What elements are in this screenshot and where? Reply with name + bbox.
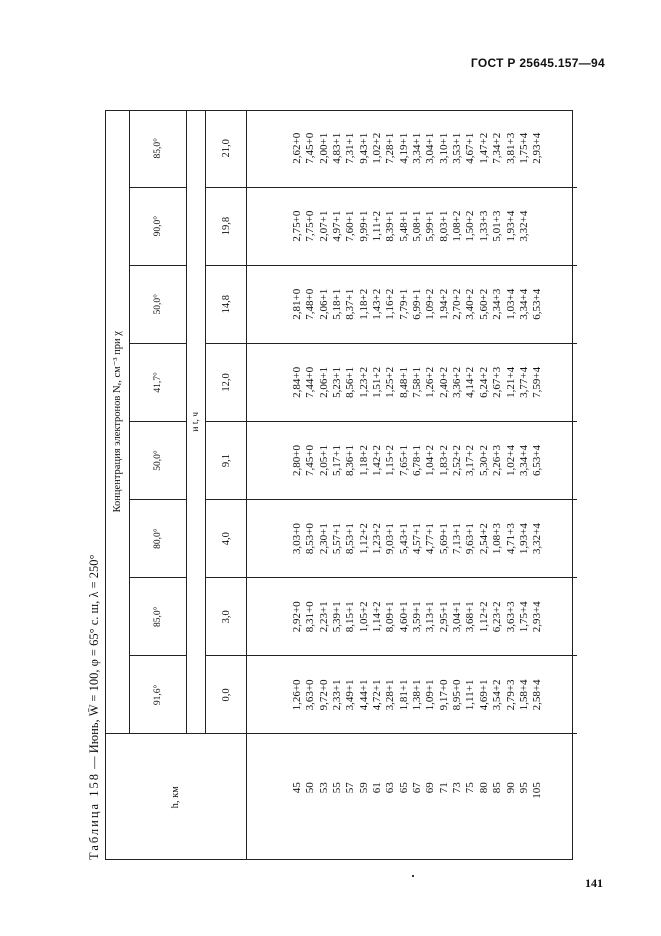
concentration-value: 2,30+1 — [317, 523, 330, 555]
concentration-value: 1,11+1 — [464, 679, 477, 711]
concentration-value: 3,77+4 — [517, 366, 530, 398]
height-value: 65 — [397, 782, 410, 794]
concentration-value: 4,72+1 — [371, 679, 384, 711]
chi-value: 80,0° — [130, 500, 187, 578]
concentration-value: 1,04+2 — [424, 445, 437, 476]
concentration-value: 2,00+1 — [317, 132, 330, 164]
concentration-value: 3,68+1 — [464, 601, 477, 633]
height-value: 63 — [384, 782, 397, 794]
concentration-value: 1,11+2 — [371, 210, 384, 242]
concentration-value: 6,24+2 — [477, 366, 490, 398]
concentration-value: 2,93+4 — [531, 132, 544, 164]
height-value: 61 — [371, 782, 384, 794]
chi-value: 85,0° — [130, 578, 187, 656]
concentration-value: 1,08+2 — [451, 210, 464, 242]
concentration-value: 2,54+2 — [477, 523, 490, 555]
concentration-value: 1,26+2 — [424, 366, 437, 398]
height-value: 45 — [291, 782, 303, 794]
concentration-column — [247, 421, 578, 499]
concentration-value: 6,53+4 — [531, 288, 544, 320]
time-value: 0,0 — [206, 656, 247, 734]
concentration-value: 1,26+0 — [291, 679, 303, 711]
concentration-value: 2,70+2 — [451, 288, 464, 320]
concentration-value: 5,60+2 — [477, 288, 490, 320]
concentration-value: 5,30+2 — [477, 445, 490, 476]
concentration-value: 8,09+1 — [384, 601, 397, 633]
concentration-value: 2,06+1 — [317, 288, 330, 320]
time-value: 12,0 — [206, 343, 247, 421]
concentration-value: 3,03+0 — [291, 523, 303, 555]
caption-prefix: Таблица 158 — [87, 772, 101, 860]
concentration-value: 1,12+2 — [357, 523, 370, 555]
page-number: 141 — [585, 876, 603, 890]
chi-value: 41,7° — [130, 343, 187, 421]
concentration-value: 2,67+3 — [491, 366, 504, 398]
concentration-value: 3,34+4 — [517, 288, 530, 320]
concentration-value: 1,93+4 — [504, 210, 517, 242]
concentration-value: 2,52+2 — [451, 445, 464, 476]
concentration-value: 2,06+1 — [317, 366, 330, 398]
concentration-value: 4,71+3 — [504, 523, 517, 555]
concentration-column — [247, 110, 578, 187]
concentration-value: 1,15+2 — [384, 445, 397, 476]
concentration-value: 1,09+1 — [424, 679, 437, 711]
concentration-value: 8,48+1 — [397, 366, 410, 398]
data-table — [105, 110, 577, 860]
concentration-value: 1,25+2 — [384, 366, 397, 398]
concentration-value: 2,58+4 — [531, 679, 544, 711]
concentration-value: 2,80+0 — [291, 445, 303, 476]
concentration-value: 1,38+1 — [411, 679, 424, 711]
concentration-value: 3,59+1 — [411, 601, 424, 633]
concentration-value: 5,18+1 — [331, 288, 344, 320]
stray-mark — [412, 875, 414, 877]
concentration-column — [247, 265, 578, 343]
concentration-value: 2,23+1 — [317, 601, 330, 633]
concentration-value: 7,59+4 — [531, 366, 544, 398]
concentration-value: 2,62+0 — [291, 132, 303, 164]
group-header: Концентрация электронов Nₑ, см⁻³ при χ — [105, 110, 130, 734]
concentration-value: 2,40+2 — [437, 366, 450, 398]
concentration-value: 7,48+0 — [304, 288, 317, 320]
height-column — [247, 734, 578, 860]
concentration-value: 1,09+2 — [424, 288, 437, 320]
concentration-value: 1,58+4 — [517, 679, 530, 711]
concentration-value: 8,36+1 — [344, 445, 357, 476]
concentration-value: 2,26+3 — [491, 445, 504, 476]
chi-value: 90,0° — [130, 187, 187, 265]
concentration-value: 8,56+1 — [344, 366, 357, 398]
time-value: 4,0 — [206, 500, 247, 578]
time-value: 9,1 — [206, 421, 247, 499]
height-value: 59 — [357, 782, 370, 794]
concentration-value: 3,28+1 — [384, 679, 397, 711]
concentration-value: 6,99+1 — [411, 288, 424, 320]
concentration-value: 1,94+2 — [437, 288, 450, 320]
concentration-value: 1,75+4 — [517, 132, 530, 164]
concentration-value: 7,79+1 — [397, 288, 410, 320]
concentration-value: 4,57+1 — [411, 523, 424, 555]
concentration-value: 5,69+1 — [437, 523, 450, 555]
concentration-value: 4,83+1 — [331, 132, 344, 164]
height-value: 69 — [424, 782, 437, 794]
concentration-value: 1,23+2 — [357, 366, 370, 398]
concentration-value: 9,72+0 — [317, 679, 330, 711]
concentration-value: 4,19+1 — [397, 132, 410, 164]
concentration-value: 7,28+1 — [384, 132, 397, 164]
concentration-value: 4,77+1 — [424, 523, 437, 555]
concentration-value: 9,63+1 — [464, 523, 477, 555]
concentration-value: 6,23+2 — [491, 601, 504, 633]
concentration-value: 2,84+0 — [291, 366, 303, 398]
concentration-value: 1,50+2 — [464, 210, 477, 242]
concentration-value: 5,01+3 — [491, 210, 504, 242]
concentration-value: 7,45+0 — [304, 445, 317, 476]
concentration-value: 7,31+1 — [344, 132, 357, 164]
concentration-value: 2,33+1 — [331, 679, 344, 711]
concentration-value: 1,18+2 — [357, 445, 370, 476]
rotated-table-page — [85, 100, 585, 860]
concentration-value: 2,95+1 — [437, 601, 450, 633]
concentration-value: 5,08+1 — [411, 210, 424, 242]
height-value: 95 — [517, 782, 530, 794]
concentration-value: 9,43+1 — [357, 132, 370, 164]
concentration-value: 5,99+1 — [424, 210, 437, 242]
concentration-value: 1,08+3 — [491, 523, 504, 555]
concentration-value: 8,37+1 — [344, 288, 357, 320]
concentration-value: 3,04+1 — [451, 601, 464, 633]
concentration-value: 4,60+1 — [397, 601, 410, 633]
caption-rest: — Июнь, W̄ = 100, φ = 65° с. ш, λ = 250° — [87, 554, 101, 773]
concentration-value: 3,53+1 — [451, 132, 464, 164]
concentration-value: 2,93+4 — [531, 601, 544, 633]
chi-value: 50,0° — [130, 265, 187, 343]
concentration-value: 2,34+3 — [491, 288, 504, 320]
concentration-value: 5,57+1 — [331, 523, 344, 555]
height-value: 57 — [344, 782, 357, 794]
concentration-value: 4,14+2 — [464, 366, 477, 398]
height-value: 50 — [304, 782, 317, 794]
height-value: 67 — [411, 782, 424, 794]
document-header: ГОСТ Р 25645.157—94 — [470, 56, 605, 70]
concentration-value: 1,47+2 — [477, 132, 490, 164]
concentration-value: 8,15+1 — [344, 601, 357, 633]
concentration-value: 1,16+2 — [384, 288, 397, 320]
concentration-value: 2,75+0 — [291, 210, 303, 242]
concentration-value: 2,92+0 — [291, 601, 303, 633]
concentration-value: 1,51+2 — [371, 366, 384, 398]
concentration-value: 3,54+2 — [491, 679, 504, 711]
height-value: 53 — [317, 782, 330, 794]
concentration-column — [247, 500, 578, 578]
concentration-value: 4,69+1 — [477, 679, 490, 711]
concentration-value: 5,48+1 — [397, 210, 410, 242]
concentration-value: 7,44+0 — [304, 366, 317, 398]
concentration-value: 8,39+1 — [384, 210, 397, 242]
concentration-value: 7,13+1 — [451, 523, 464, 555]
concentration-value: 1,43+2 — [371, 288, 384, 320]
concentration-value: 3,34+4 — [517, 445, 530, 476]
concentration-value: 7,58+1 — [411, 366, 424, 398]
concentration-value: 9,03+1 — [384, 523, 397, 555]
concentration-value: 3,36+2 — [451, 366, 464, 398]
concentration-value: 3,10+1 — [437, 132, 450, 164]
height-value: 90 — [504, 782, 517, 794]
time-value: 19,8 — [206, 187, 247, 265]
concentration-value: 2,81+0 — [291, 288, 303, 320]
concentration-value: 9,17+0 — [437, 679, 450, 711]
concentration-value: 1,75+4 — [517, 601, 530, 633]
time-value: 3,0 — [206, 578, 247, 656]
concentration-value: 1,21+4 — [504, 366, 517, 398]
concentration-value: 1,33+3 — [477, 210, 490, 242]
concentration-value: 5,39+1 — [331, 601, 344, 633]
concentration-value: 6,53+4 — [531, 445, 544, 476]
height-value: 55 — [331, 782, 344, 794]
concentration-value: 5,23+1 — [331, 366, 344, 398]
concentration-value: 8,53+1 — [344, 523, 357, 555]
concentration-value: 5,17+1 — [331, 445, 344, 476]
concentration-value: 1,12+2 — [477, 601, 490, 633]
concentration-value: 4,97+1 — [331, 210, 344, 242]
concentration-value: 3,63+3 — [504, 601, 517, 633]
height-value: 80 — [477, 782, 490, 794]
concentration-value: 3,34+1 — [411, 132, 424, 164]
concentration-value: 1,02+4 — [504, 445, 517, 476]
concentration-value: 2,07+1 — [317, 210, 330, 242]
concentration-value: 8,95+0 — [451, 679, 464, 711]
concentration-value: 3,32+4 — [531, 523, 544, 555]
concentration-value: 5,43+1 — [397, 523, 410, 555]
concentration-column — [247, 187, 578, 265]
data-row — [247, 110, 578, 860]
concentration-value: 1,03+4 — [504, 288, 517, 320]
concentration-value: 7,75+0 — [304, 210, 317, 242]
concentration-value: 3,63+0 — [304, 679, 317, 711]
concentration-value: 1,93+4 — [517, 523, 530, 555]
concentration-value: 1,83+2 — [437, 445, 450, 476]
concentration-value: 3,04+1 — [424, 132, 437, 164]
concentration-value: 1,23+2 — [371, 523, 384, 555]
height-value: 75 — [464, 782, 477, 794]
concentration-column — [247, 343, 578, 421]
concentration-value: 1,14+2 — [371, 601, 384, 633]
concentration-value: 7,34+2 — [491, 132, 504, 164]
concentration-value: 4,44+1 — [357, 679, 370, 711]
chi-value: 85,0° — [130, 110, 187, 187]
concentration-column — [247, 578, 578, 656]
concentration-value: 3,40+2 — [464, 288, 477, 320]
concentration-value: 3,81+3 — [504, 132, 517, 164]
concentration-value: 1,05+2 — [357, 601, 370, 633]
concentration-value: 8,31+0 — [304, 601, 317, 633]
time-value: 21,0 — [206, 110, 247, 187]
concentration-value: 2,05+1 — [317, 445, 330, 476]
concentration-value: 8,53+0 — [304, 523, 317, 555]
concentration-value: 3,49+1 — [344, 679, 357, 711]
height-value: 71 — [437, 782, 450, 794]
concentration-value: 3,17+2 — [464, 445, 477, 476]
table-caption — [87, 554, 102, 860]
height-value: 73 — [451, 782, 464, 794]
concentration-value: 7,45+0 — [304, 132, 317, 164]
concentration-value: 2,79+3 — [504, 679, 517, 711]
concentration-value: 1,42+2 — [371, 445, 384, 476]
concentration-value: 1,81+1 — [397, 679, 410, 711]
chi-value: 50,0° — [130, 421, 187, 499]
concentration-value: 6,78+1 — [411, 445, 424, 476]
height-value: 105 — [531, 782, 544, 799]
concentration-value: 4,67+1 — [464, 132, 477, 164]
concentration-value: 8,03+1 — [437, 210, 450, 242]
concentration-value: 1,18+2 — [357, 288, 370, 320]
concentration-value: 7,65+1 — [397, 445, 410, 476]
concentration-value: 1,02+2 — [371, 132, 384, 164]
time-value: 14,8 — [206, 265, 247, 343]
concentration-value: 3,13+1 — [424, 601, 437, 633]
chi-value: 91,6° — [130, 656, 187, 734]
concentration-value: 3,32+4 — [517, 210, 530, 242]
concentration-value: 9,99+1 — [357, 210, 370, 242]
concentration-value: 7,60+1 — [344, 210, 357, 242]
concentration-column — [247, 656, 578, 734]
time-header: и t, ч — [187, 110, 206, 734]
row-header: h, км — [105, 734, 247, 860]
height-value: 85 — [491, 782, 504, 794]
